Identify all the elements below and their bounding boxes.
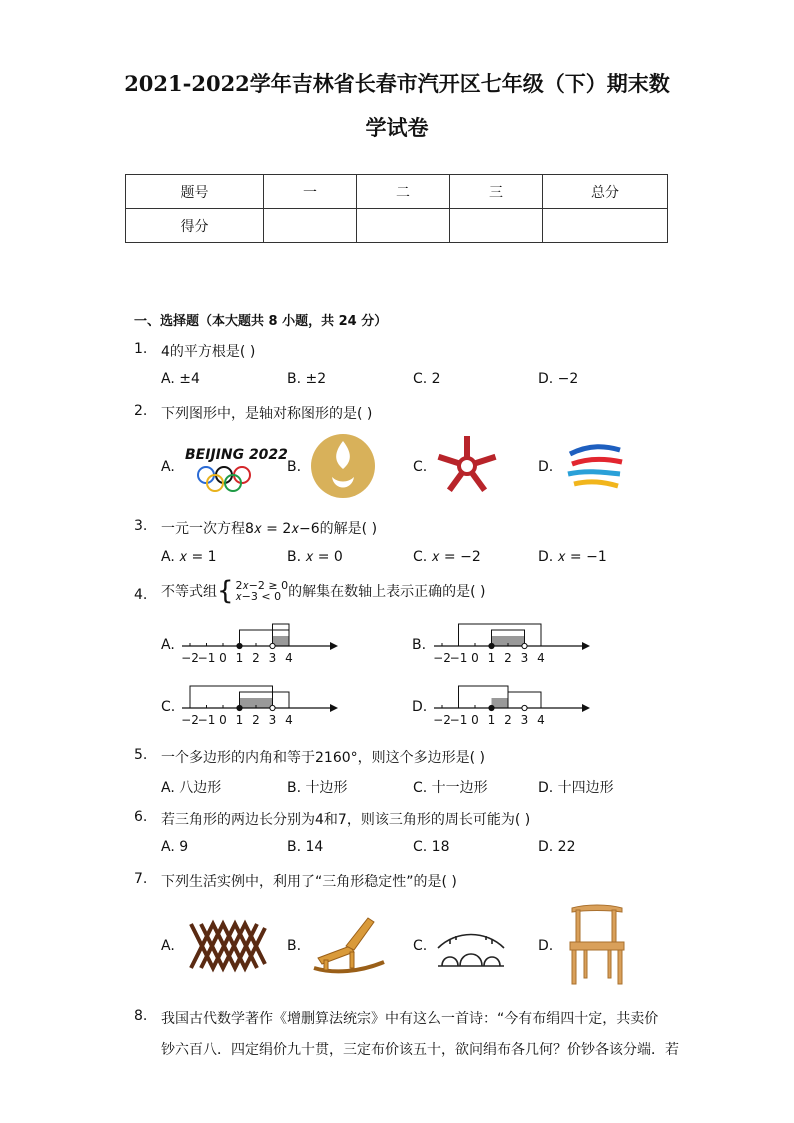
option-c[interactable]: C. 𝑥 = −2: [413, 549, 481, 565]
question-number: 5.: [134, 747, 148, 763]
axis-tick-label: 0: [219, 713, 227, 727]
axis-tick-label: 0: [219, 651, 227, 665]
number-line-a: [180, 620, 340, 670]
option-d[interactable]: D. 十四边形: [538, 780, 614, 796]
open-endpoint: [522, 705, 527, 710]
score-cell[interactable]: [543, 209, 668, 243]
question-text-line2: 钞六百八．四定绢价九十贯，三定布价该五十，欲问绢布各几何？价钞各该分端．若: [161, 1042, 679, 1058]
axis-tick-label: 1: [487, 651, 496, 665]
axis-tick-label: 3: [520, 651, 529, 665]
question-number: 3.: [134, 518, 148, 534]
option-a[interactable]: A. 9: [161, 839, 189, 855]
table-row: [126, 209, 668, 243]
option-c[interactable]: C.: [161, 699, 176, 715]
option-b[interactable]: B.: [287, 459, 302, 475]
option-d[interactable]: D. 22: [538, 839, 576, 855]
question-text: 一元一次方程8𝑥 = 2𝑥−6的解是( ): [161, 521, 378, 537]
inequality-1: 2𝑥−2 ≥ 0: [235, 579, 289, 592]
open-endpoint: [522, 643, 527, 648]
axis-tick-label: 2: [252, 713, 260, 727]
snowflake-emblem-image: [434, 433, 500, 499]
axis-arrow: [582, 704, 590, 712]
option-d[interactable]: D.: [538, 459, 554, 475]
closed-endpoint: [237, 705, 242, 710]
section-heading: 一、选择题（本大题共 8 小题，共 24 分）: [134, 314, 388, 329]
question-text: 一个多边形的内角和等于2160°，则这个多边形是( ): [161, 750, 486, 766]
axis-tick-label: 4: [285, 651, 293, 665]
axis-tick-label: 4: [285, 713, 293, 727]
axis-tick-label: 0: [471, 713, 479, 727]
option-a[interactable]: A. 𝑥 = 1: [161, 549, 217, 565]
table-header-cell: 一: [264, 175, 357, 209]
option-c[interactable]: C.: [413, 459, 428, 475]
option-d[interactable]: D.: [412, 699, 428, 715]
option-c[interactable]: C. 18: [413, 839, 450, 855]
option-c[interactable]: C. 2: [413, 371, 441, 387]
axis-tick-label: 4: [537, 651, 545, 665]
axis-tick-label: −1: [197, 713, 216, 727]
axis-tick-label: 0: [471, 651, 479, 665]
closed-endpoint: [237, 643, 242, 648]
page-title-line1: 2021-2022学年吉林省长春市汽开区七年级（下）期末数: [124, 71, 670, 96]
beijing-2022-logo-image: [182, 443, 288, 493]
axis-tick-label: 4: [537, 713, 545, 727]
inequality-2: 𝑥−3 < 0: [235, 590, 282, 603]
table-header-cell: 总分: [543, 175, 668, 209]
question-number: 6.: [134, 809, 148, 825]
option-b[interactable]: B.: [412, 637, 427, 653]
question-text: 下列图形中，是轴对称图形的是( ): [161, 406, 373, 422]
option-b[interactable]: B. 𝑥 = 0: [287, 549, 343, 565]
page-title-line2: 学试卷: [365, 115, 429, 140]
closed-endpoint: [489, 705, 494, 710]
question-number: 7.: [134, 871, 148, 887]
question-text: 4的平方根是( ): [161, 344, 256, 360]
open-endpoint: [270, 705, 275, 710]
axis-tick-label: 2: [504, 713, 512, 727]
axis-tick-label: −1: [197, 651, 216, 665]
option-b[interactable]: B. 十边形: [287, 780, 348, 796]
open-endpoint: [270, 643, 275, 648]
question-text-post: 的解集在数轴上表示正确的是( ): [288, 584, 486, 600]
rocking-chair-image: [310, 912, 390, 974]
axis-tick-label: 1: [235, 713, 244, 727]
table-header-cell: 二: [357, 175, 450, 209]
wooden-chair-image: [562, 904, 632, 986]
svg-text:BEIJING 2022: BEIJING 2022: [185, 447, 288, 463]
inequality-system: [236, 580, 289, 602]
option-a[interactable]: A.: [161, 938, 175, 954]
option-c[interactable]: C.: [413, 938, 428, 954]
option-d[interactable]: D. −2: [538, 371, 579, 387]
axis-arrow: [330, 642, 338, 650]
option-a[interactable]: A. 八边形: [161, 780, 222, 796]
option-a[interactable]: A. ±4: [161, 371, 200, 387]
score-cell[interactable]: [450, 209, 543, 243]
option-d[interactable]: D.: [538, 938, 554, 954]
axis-tick-label: 3: [520, 713, 529, 727]
axis-tick-label: 3: [268, 713, 277, 727]
question-text-pre: 不等式组: [161, 584, 217, 600]
lattice-fence-image: [185, 918, 269, 974]
question-text-line1: 我国古代数学著作《增删算法统宗》中有这么一首诗：“今有布绢四十定，共卖价: [161, 1011, 659, 1027]
arch-bridge-image: [436, 922, 506, 968]
question-number: 8.: [134, 1008, 148, 1024]
axis-tick-label: −1: [449, 651, 468, 665]
score-cell[interactable]: [357, 209, 450, 243]
score-cell[interactable]: [264, 209, 357, 243]
axis-tick-label: 3: [268, 651, 277, 665]
axis-tick-label: 1: [487, 713, 496, 727]
question-text: [161, 576, 485, 606]
table-header-cell: 题号: [126, 175, 264, 209]
option-d[interactable]: D. 𝑥 = −1: [538, 549, 607, 565]
axis-tick-label: 1: [235, 651, 244, 665]
axis-tick-label: −2: [181, 713, 199, 727]
question-number: 4.: [134, 587, 148, 603]
winter-games-emblem-image: [560, 436, 626, 496]
question-text: 下列生活实例中，利用了“三角形稳定性”的是( ): [161, 874, 457, 890]
axis-tick-label: −2: [433, 651, 451, 665]
table-row-label: 得分: [126, 209, 264, 243]
question-number: 2.: [134, 403, 148, 419]
option-a[interactable]: A.: [161, 459, 175, 475]
axis-tick-label: −1: [449, 713, 468, 727]
closed-endpoint: [489, 643, 494, 648]
number-line-c: [180, 682, 340, 732]
score-table: [125, 174, 668, 243]
number-line-b: [432, 620, 592, 670]
axis-tick-label: −2: [433, 713, 451, 727]
axis-arrow: [582, 642, 590, 650]
brace: {: [217, 576, 234, 606]
axis-tick-label: 2: [504, 651, 512, 665]
option-b[interactable]: B.: [287, 938, 302, 954]
option-b[interactable]: B. 14: [287, 839, 324, 855]
axis-tick-label: −2: [181, 651, 199, 665]
number-line-d: [432, 682, 592, 732]
table-header-cell: 三: [450, 175, 543, 209]
paris-torch-emblem-image: [310, 433, 376, 499]
axis-tick-label: 2: [252, 651, 260, 665]
question-text: 若三角形的两边长分别为4和7，则该三角形的周长可能为( ): [161, 812, 531, 828]
option-a[interactable]: A.: [161, 637, 175, 653]
option-b[interactable]: B. ±2: [287, 371, 327, 387]
axis-arrow: [330, 704, 338, 712]
question-number: 1.: [134, 341, 148, 357]
table-row: [126, 175, 668, 209]
option-c[interactable]: C. 十一边形: [413, 780, 488, 796]
